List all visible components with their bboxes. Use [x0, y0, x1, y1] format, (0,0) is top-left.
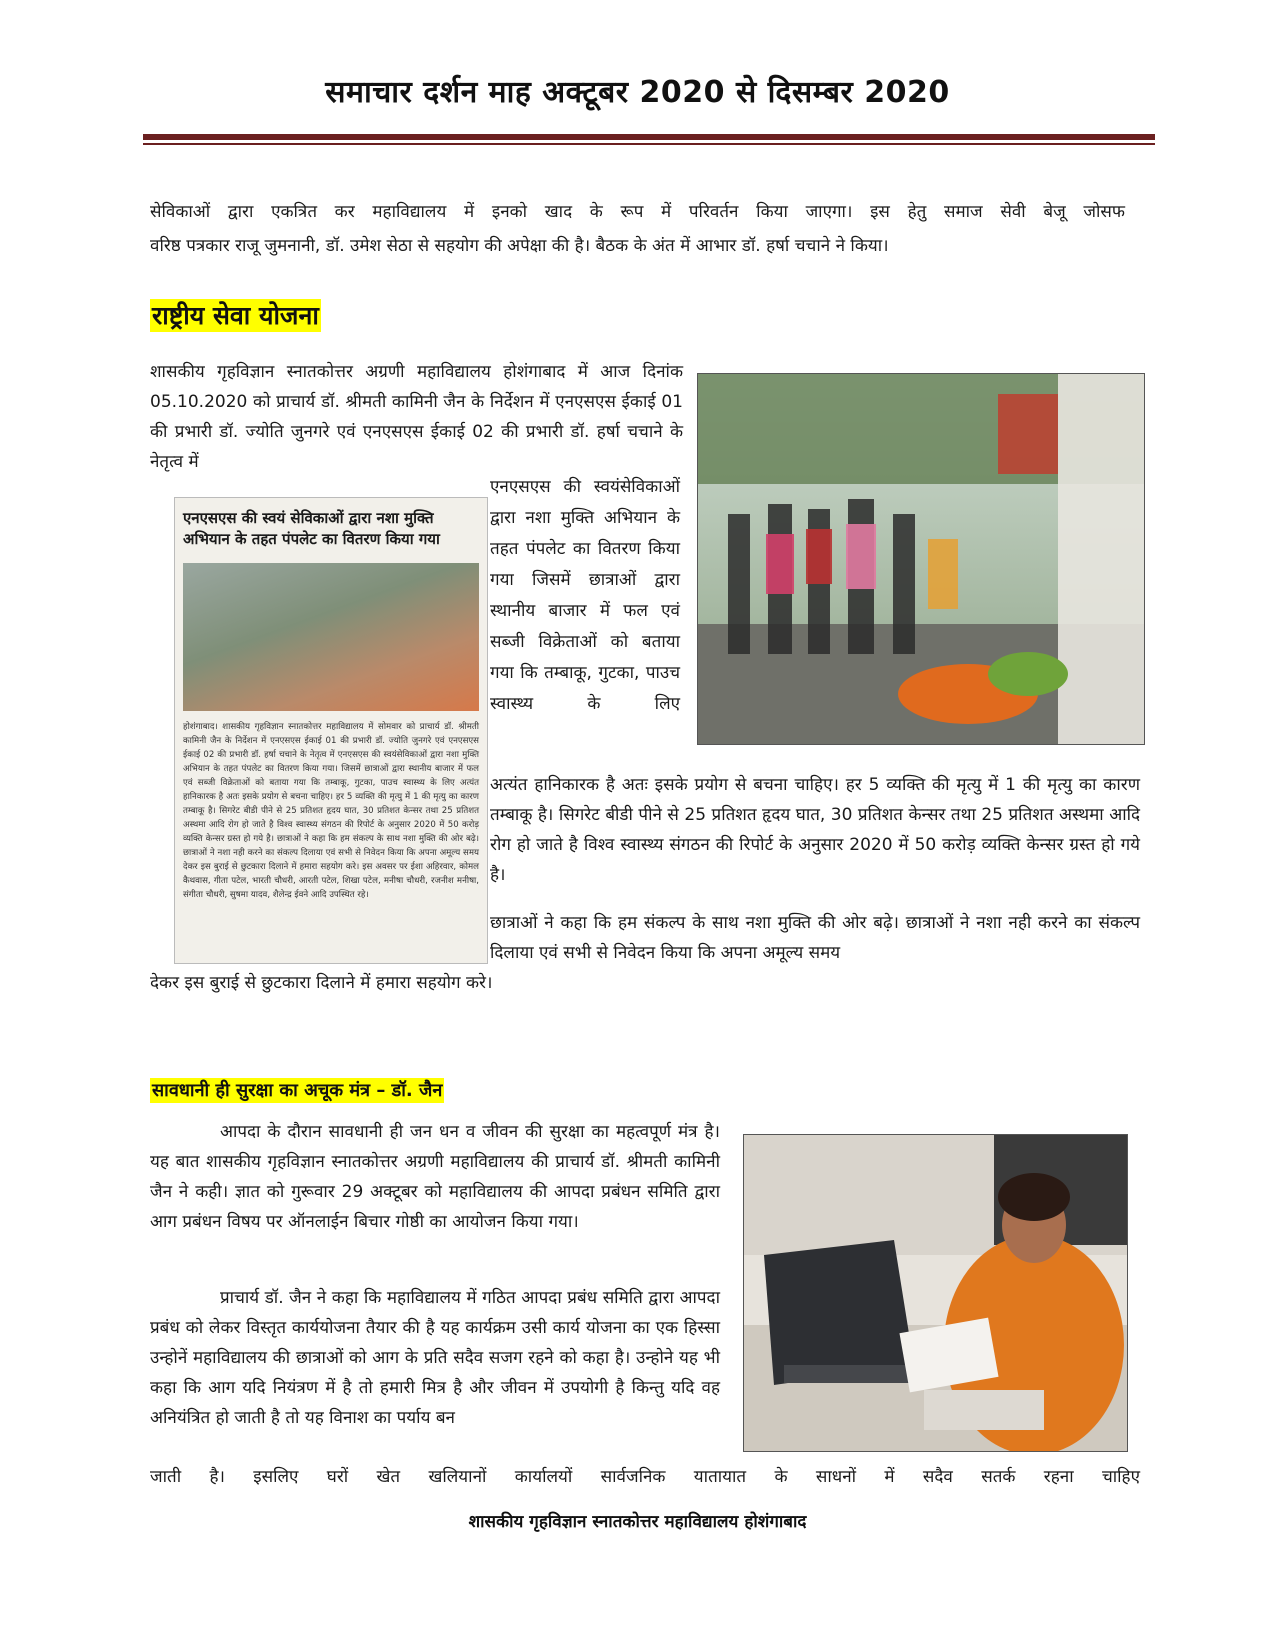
- principal-laptop-photo-illustration: [744, 1135, 1127, 1451]
- intro-line-1: सेविकाओं द्वारा एकत्रित कर महाविद्यालय में इनको खाद के रूप में परिवर्तन किया जाएगा। इस हेतु समाज सेवी बेजू जोसफ: [150, 202, 1125, 222]
- intro-paragraph: [150, 197, 1125, 261]
- clipping-photo: [183, 563, 479, 711]
- safety-paragraph-2-end: जाती है। इसलिए घरों खेत खलियानों कार्यालयों सार्वजनिक यातायात के साधनों में सदैव सतर्क रहना चाहिए: [150, 1467, 1140, 1487]
- header-rule-thin: [143, 143, 1155, 145]
- nss-narrow-column: एनएसएस की स्वयंसेविकाओं द्वारा नशा मुक्ति अभियान के तहत पंपलेट का वितरण किया गया जिसमें छात्राओं द्वारा स्थानीय बाजार में फल एवं सब्जी विक्रेताओं को बताया गया कि तम्बाकू, गुटका, पाउच स्वास्थ्य के लिए: [490, 477, 680, 714]
- nss-market-photo-illustration: [698, 374, 1144, 744]
- clipping-headline: एनएसएस की स्वयं सेविकाओं द्वारा नशा मुक्ति अभियान के तहत पंपलेट का वितरण किया गया: [183, 509, 440, 548]
- clipping-body: होशंगाबाद। शासकीय गृहविज्ञान स्नातकोत्तर महाविद्यालय में सोमवार को प्राचार्य डॉ. श्रीमती कामिनी जैन के निर्देशन में एनएसएस ईकाई 01 की प्रभारी डॉ. ज्योति जुनगरे एवं एनएसएस ईकाई 02 की प्रभारी डॉ. हर्षा चचाने के नेतृत्व में एनएसएस की स्वयंसेविकाओं द्वारा नशा मुक्ति अभियान के तहत पंपलेट का वितरण किया गया। जिसमें छात्राओं द्वारा स्थानीय बाजार में फल एवं सब्जी विक्रेताओं को बताया गया कि तम्बाकू, गुटका, पाउच स्वास्थ्य के लिए अत्यंत हानिकारक है अतः इसके प्रयोग से बचना चाहिए। हर 5 व्यक्ति की मृत्यु में 1 की मृत्यु का कारण तम्बाकू है। सिगरेट बीडी पीने से 25 प्रतिशत हृदय घात, 30 प्रतिशत केन्सर तथा 25 प्रतिशत अस्थमा आदि रोग हो जाते है विश्व स्वास्थ्य संगठन की रिपोर्ट के अनुसार 2020 में 50 करोड़ व्यक्ति केन्सर ग्रस्त हो गये है। छात्राओं ने कहा कि हम संकल्प के साथ नशा मुक्ति की ओर बढ़े। छात्राओं ने नशा नही करने का संकल्प दिलाया एवं सभी से निवेदन किया कि अपना अमूल्य समय देकर इस बुराई से छुटकारा दिलाने में हमारा सहयोग करे। इस अवसर पर ईशा अहिरवार, कोमल कैथवास, गीता पटेल, भारती चौधरी, आरती पटेल, शिखा पटेल, मनीषा चौधरी, रजनीश मनीषा, संगीता चौधरी, सुषमा यादव, शैलेन्द्र ईवने आदि उपस्थित रहे।: [183, 722, 479, 900]
- nss-resolution-paragraph-end: देकर इस बुराई से छुटकारा दिलाने में हमारा सहयोग करे।: [150, 973, 493, 993]
- nss-lead-paragraph: शासकीय गृहविज्ञान स्नातकोत्तर अग्रणी महाविद्यालय होशंगाबाद में आज दिनांक 05.10.2020 को प्राचार्य डॉ. श्रीमती कामिनी जैन के निर्देशन में एनएसएस ईकाई 01 की प्रभारी डॉ. ज्योति जुनगरे एवं एनएसएस ईकाई 02 की प्रभारी डॉ. हर्षा चचाने के नेतृत्व में: [150, 362, 683, 472]
- safety-paragraph-1: आपदा के दौरान सावधानी ही जन धन व जीवन की सुरक्षा का महत्वपूर्ण मंत्र है। यह बात शासकीय गृहविज्ञान स्नातकोत्तर अग्रणी महाविद्यालय की प्राचार्य डॉ. श्रीमती कामिनी जैन ने कही। ज्ञात को गुरूवार 29 अक्टूबर को महाविद्यालय की आपदा प्रबंधन समिति द्वारा आग प्रबंधन विषय पर ऑनलाईन बिचार गोष्ठी का आयोजन किया गया।: [150, 1122, 720, 1232]
- section-heading-safety: [150, 1078, 444, 1102]
- intro-line-2: वरिष्ठ पत्रकार राजू जुमनानी, डॉ. उमेश सेठा से सहयोग की अपेक्षा की है। बैठक के अंत में आभार डॉ. हर्षा चचाने ने किया।: [150, 236, 889, 256]
- page-footer: शासकीय गृहविज्ञान स्नातकोत्तर महाविद्यालय होशंगाबाद: [468, 1512, 807, 1532]
- nss-resolution-paragraph: छात्राओं ने कहा कि हम संकल्प के साथ नशा मुक्ति की ओर बढ़े। छात्राओं ने नशा नही करने का संकल्प दिलाया एवं सभी से निवेदन किया कि अपना अमूल्य समय: [490, 913, 1140, 963]
- header-rule-thick: [143, 134, 1155, 140]
- section-heading-safety-text: सावधानी ही सुरक्षा का अचूक मंत्र – डॉ. जैन: [152, 1080, 443, 1101]
- page-header-title: समाचार दर्शन माह अक्टूबर 2020 से दिसम्बर 2020: [325, 75, 950, 110]
- nss-market-photo: [697, 373, 1145, 745]
- section-heading-nss: [150, 298, 321, 332]
- nss-continuation-paragraph: अत्यंत हानिकारक है अतः इसके प्रयोग से बचना चाहिए। हर 5 व्यक्ति की मृत्यु में 1 की मृत्यु का कारण तम्बाकू है। सिगरेट बीडी पीने से 25 प्रतिशत हृदय घात, 30 प्रतिशत केन्सर तथा 25 प्रतिशत अस्थमा आदि रोग हो जाते है विश्व स्वास्थ्य संगठन की रिपोर्ट के अनुसार 2020 में 50 करोड़ व्यक्ति केन्सर ग्रस्त हो गये है।: [490, 775, 1140, 885]
- newspaper-clipping: [174, 497, 488, 964]
- safety-paragraph-2: प्राचार्य डॉ. जैन ने कहा कि महाविद्यालय में गठित आपदा प्रबंध समिति द्वारा आपदा प्रबंध को लेकर विस्तृत कार्ययोजना तैयार की है यह कार्यक्रम उसी कार्य योजना का एक हिस्सा उन्होनें महाविद्यालय की छात्राओं को आग के प्रति सदैव सजग रहने को कहा है। उन्होने यह भी कहा कि आग यदि नियंत्रण में है तो हमारी मित्र है और जीवन में उपयोगी है किन्तु यदि वह अनियंत्रित हो जाती है तो यह विनाश का पर्याय बन: [150, 1288, 720, 1428]
- principal-laptop-photo: [743, 1134, 1128, 1452]
- section-heading-nss-text: राष्ट्रीय सेवा योजना: [152, 301, 319, 330]
